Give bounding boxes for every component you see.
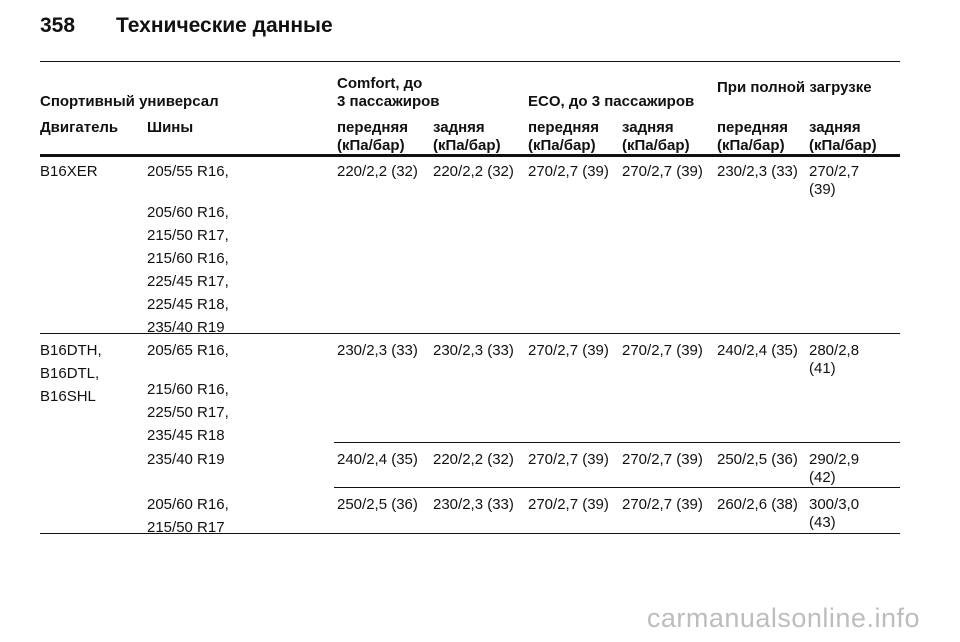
table-cell-pressure: 270/2,7 (39)	[622, 342, 703, 359]
table-cell-pressure: 270/2,7 (39)	[528, 451, 609, 468]
table-cell-tyre: 205/60 R16,	[147, 204, 229, 221]
table-cell-tyre: 225/45 R17,	[147, 273, 229, 290]
eco-rear-unit: (кПа/бар)	[622, 137, 690, 154]
table-cell-pressure-psi: (42)	[809, 469, 836, 486]
comfort-header-line1: Comfort, до	[337, 75, 423, 92]
comfort-rear-unit: (кПа/бар)	[433, 137, 501, 154]
eco-front-header: передняя	[528, 119, 599, 136]
table-cell-pressure-psi: (43)	[809, 514, 836, 531]
full-front-unit: (кПа/бар)	[717, 137, 785, 154]
table-cell-pressure: 300/3,0	[809, 496, 860, 513]
table-cell-tyre: 235/40 R19	[147, 451, 225, 468]
table-cell-tyre: 215/50 R17,	[147, 227, 229, 244]
table-cell-tyre: 235/45 R18	[147, 427, 225, 444]
table-cell-tyre: 235/40 R19	[147, 319, 225, 336]
table-top-rule	[40, 61, 900, 62]
table-cell-pressure-psi: (41)	[809, 360, 836, 377]
row-divider	[334, 442, 900, 443]
eco-front-unit: (кПа/бар)	[528, 137, 596, 154]
table-cell-pressure: 250/2,5 (36)	[337, 496, 418, 513]
comfort-front-unit: (кПа/бар)	[337, 137, 405, 154]
table-cell-pressure: 220/2,2 (32)	[433, 451, 514, 468]
watermark: carmanualsonline.info	[646, 603, 920, 633]
row-divider	[334, 487, 900, 488]
eco-rear-header: задняя	[622, 119, 674, 136]
table-cell-pressure: 270/2,7 (39)	[622, 451, 703, 468]
table-cell-pressure: 220/2,2 (32)	[337, 163, 418, 180]
table-cell-pressure: 250/2,5 (36)	[717, 451, 798, 468]
table-cell-pressure: 230/2,3 (33)	[717, 163, 798, 180]
comfort-front-header: передняя	[337, 119, 408, 136]
table-cell-pressure: 240/2,4 (35)	[717, 342, 798, 359]
table-cell-pressure-psi: (39)	[809, 181, 836, 198]
table-cell-pressure: 230/2,3 (33)	[433, 342, 514, 359]
page-title: Технические данные	[116, 14, 333, 37]
table-cell-tyre: 205/65 R16,	[147, 342, 229, 359]
table-cell-pressure: 290/2,9	[809, 451, 860, 468]
table-cell-pressure: 270/2,7 (39)	[622, 163, 703, 180]
full-load-header: При полной загрузке	[717, 79, 872, 96]
comfort-header-line2: 3 пассажиров	[337, 93, 440, 110]
table-cell-tyre: 215/50 R17	[147, 519, 225, 536]
table-cell-pressure: 240/2,4 (35)	[337, 451, 418, 468]
page-number: 358	[40, 14, 76, 37]
engine-column-header: Двигатель	[40, 119, 119, 136]
table-cell-engine: B16XER	[40, 163, 98, 180]
table-cell-pressure: 220/2,2 (32)	[433, 163, 514, 180]
table-cell-pressure: 270/2,7	[809, 163, 860, 180]
table-cell-pressure: 230/2,3 (33)	[433, 496, 514, 513]
table-cell-engine: B16DTH,	[40, 342, 102, 359]
tyres-column-header: Шины	[147, 119, 194, 136]
table-cell-pressure: 260/2,6 (38)	[717, 496, 798, 513]
table-cell-tyre: 215/60 R16,	[147, 250, 229, 267]
table-cell-tyre: 225/45 R18,	[147, 296, 229, 313]
table-cell-pressure: 270/2,7 (39)	[528, 342, 609, 359]
comfort-rear-header: задняя	[433, 119, 485, 136]
table-cell-pressure: 270/2,7 (39)	[622, 496, 703, 513]
vehicle-header: Спортивный универсал	[40, 93, 219, 110]
table-cell-tyre: 205/60 R16,	[147, 496, 229, 513]
full-front-header: передняя	[717, 119, 788, 136]
table-cell-pressure: 270/2,7 (39)	[528, 496, 609, 513]
table-cell-pressure: 280/2,8	[809, 342, 860, 359]
table-cell-engine: B16SHL	[40, 388, 96, 405]
table-cell-pressure: 230/2,3 (33)	[337, 342, 418, 359]
table-cell-tyre: 225/50 R17,	[147, 404, 229, 421]
full-rear-unit: (кПа/бар)	[809, 137, 877, 154]
table-cell-engine: B16DTL,	[40, 365, 100, 382]
table-cell-tyre: 205/55 R16,	[147, 163, 229, 180]
table-cell-tyre: 215/60 R16,	[147, 381, 229, 398]
eco-header: ECO, до 3 пассажиров	[528, 93, 695, 110]
table-cell-pressure: 270/2,7 (39)	[528, 163, 609, 180]
full-rear-header: задняя	[809, 119, 861, 136]
